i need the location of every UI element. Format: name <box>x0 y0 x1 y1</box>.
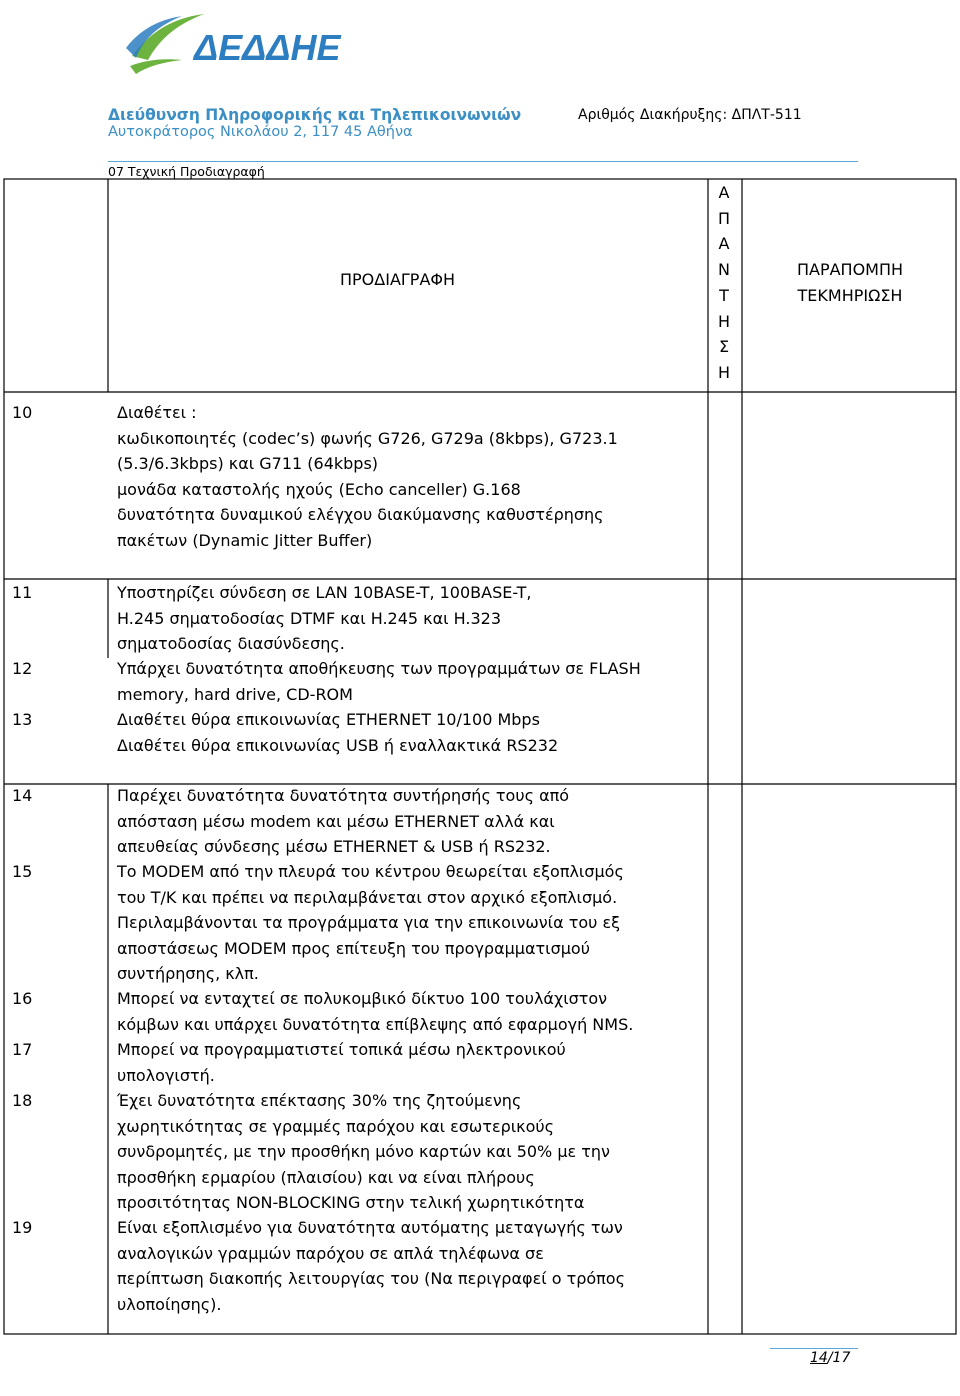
row-number: 13 <box>12 710 33 729</box>
answer-letter: Ν <box>718 260 730 280</box>
answer-letter: Α <box>718 234 730 254</box>
tender-number: Αριθμός Διακήρυξης: ΔΠΛΤ-511 <box>578 107 802 123</box>
row-number: 10 <box>12 403 33 422</box>
page-total: 17 <box>832 1350 851 1366</box>
answer-letter: Π <box>717 208 731 228</box>
page-number <box>810 1350 850 1366</box>
row-description: Το MODEM από την πλευρά του κέντρου θεωρείται εξοπλισμός του Τ/Κ και πρέπει να περιλαμβάνεται στον αρχικό εξοπλισμό. Περιλαμβάνονται τα προγράμματα για την επικοινωνία του εξ αποστάσεως MODEM προς επίτευξη του προγραμματισμού συντήρησης, κλπ. <box>117 862 624 983</box>
page-current: 14 <box>810 1350 828 1366</box>
answer-letter: Η <box>717 311 731 331</box>
row-number: 15 <box>12 862 33 881</box>
row-number: 17 <box>12 1040 33 1059</box>
row-description: Υπάρχει δυνατότητα αποθήκευσης των προγραμμάτων σε FLASH memory, hard drive, CD-ROM <box>117 659 641 704</box>
answer-letter: Α <box>718 183 730 202</box>
row-number: 18 <box>12 1091 33 1110</box>
column-header-spec: ΠΡΟΔΙΑΓΡΑΦΗ <box>340 270 456 289</box>
column-header-reference <box>745 257 955 308</box>
row-number: 11 <box>12 583 33 602</box>
org-address: Αυτοκράτορος Νικολάου 2, 117 45 Αθήνα <box>108 124 413 140</box>
row-description: Έχει δυνατότητα επέκτασης 30% της ζητούμενης χωρητικότητας σε γραμμές παρόχου και εσωτερικούς συνδρομητές, με την προσθήκη μόνο καρτών και 50% με την προσθήκη ερμαρίου (πλαισίου) και να είναι πλήρους προσιτότητας NON-BLOCKING στην τελική χωρητικότητα <box>117 1091 610 1212</box>
row-description: Μπορεί να προγραμματιστεί τοπικά μέσω ηλεκτρονικού υπολογιστή. <box>117 1040 566 1085</box>
row-description: Είναι εξοπλισμένο για δυνατότητα αυτόματης μεταγωγής των αναλογικών γραμμών παρόχου σε απλά τηλέφωνα σε περίπτωση διακοπής λειτουργίας του (Να περιγραφεί ο τρόπος υλοποίησης). <box>117 1218 625 1314</box>
row-description: Μπορεί να ενταχτεί σε πολυκομβικό δίκτυο 100 τουλάχιστον κόμβων και υπάρχει δυνατότητα επίβλεψης από εφαρμογή NMS. <box>117 989 634 1034</box>
row-description: Παρέχει δυνατότητα δυνατότητα συντήρησής τους από απόσταση μέσω modem και μέσω ETHERNET αλλά και απευθείας σύνδεσης μέσω ETHERNET & USB ή RS232. <box>117 786 570 856</box>
answer-letter: Τ <box>719 285 729 305</box>
row-description: Διαθέτει θύρα επικοινωνίας ETHERNET 10/100 Mbps Διαθέτει θύρα επικοινωνίας USB ή εναλλακτικά RS232 <box>117 710 559 755</box>
column-header-answer <box>710 180 738 386</box>
row-number: 19 <box>12 1218 33 1237</box>
logo-wordmark: ΔΕΔΔΗΕ <box>194 27 341 68</box>
row-number: 14 <box>12 786 33 805</box>
row-number: 16 <box>12 989 33 1008</box>
row-number: 12 <box>12 659 33 678</box>
footer-rule <box>770 1348 858 1349</box>
page-separator: / <box>827 1350 833 1366</box>
row-description: Υποστηρίζει σύνδεση σε LAN 10BASE-T, 100BASE-T, H.245 σηματοδοσίας DTMF και H.245 και H.323 σηματοδοσίας διασύνδεσης. <box>117 583 532 653</box>
reference-line: ΠΑΡΑΠΟΜΠΗ <box>796 260 904 279</box>
org-name: Διεύθυνση Πληροφορικής και Τηλεπικοινωνιών <box>108 106 522 124</box>
answer-letter: Σ <box>718 337 730 357</box>
row-description: Διαθέτει : κωδικοποιητές (codec’s) φωνής G726, G729a (8kbps), G723.1 (5.3/6.3kbps) και G711 (64kbps) μονάδα καταστολής ηχούς (Echo canceller) G.168 δυνατότητα δυναμικού ελέγχου διακύμανσης καθυστέρησης πακέτων (Dynamic Jitter Buffer) <box>117 403 618 550</box>
reference-line: ΤΕΚΜΗΡΙΩΣΗ <box>797 285 903 305</box>
document-label: 07 Τεχνική Προδιαγραφή <box>108 164 265 179</box>
answer-letter: Η <box>717 362 731 382</box>
